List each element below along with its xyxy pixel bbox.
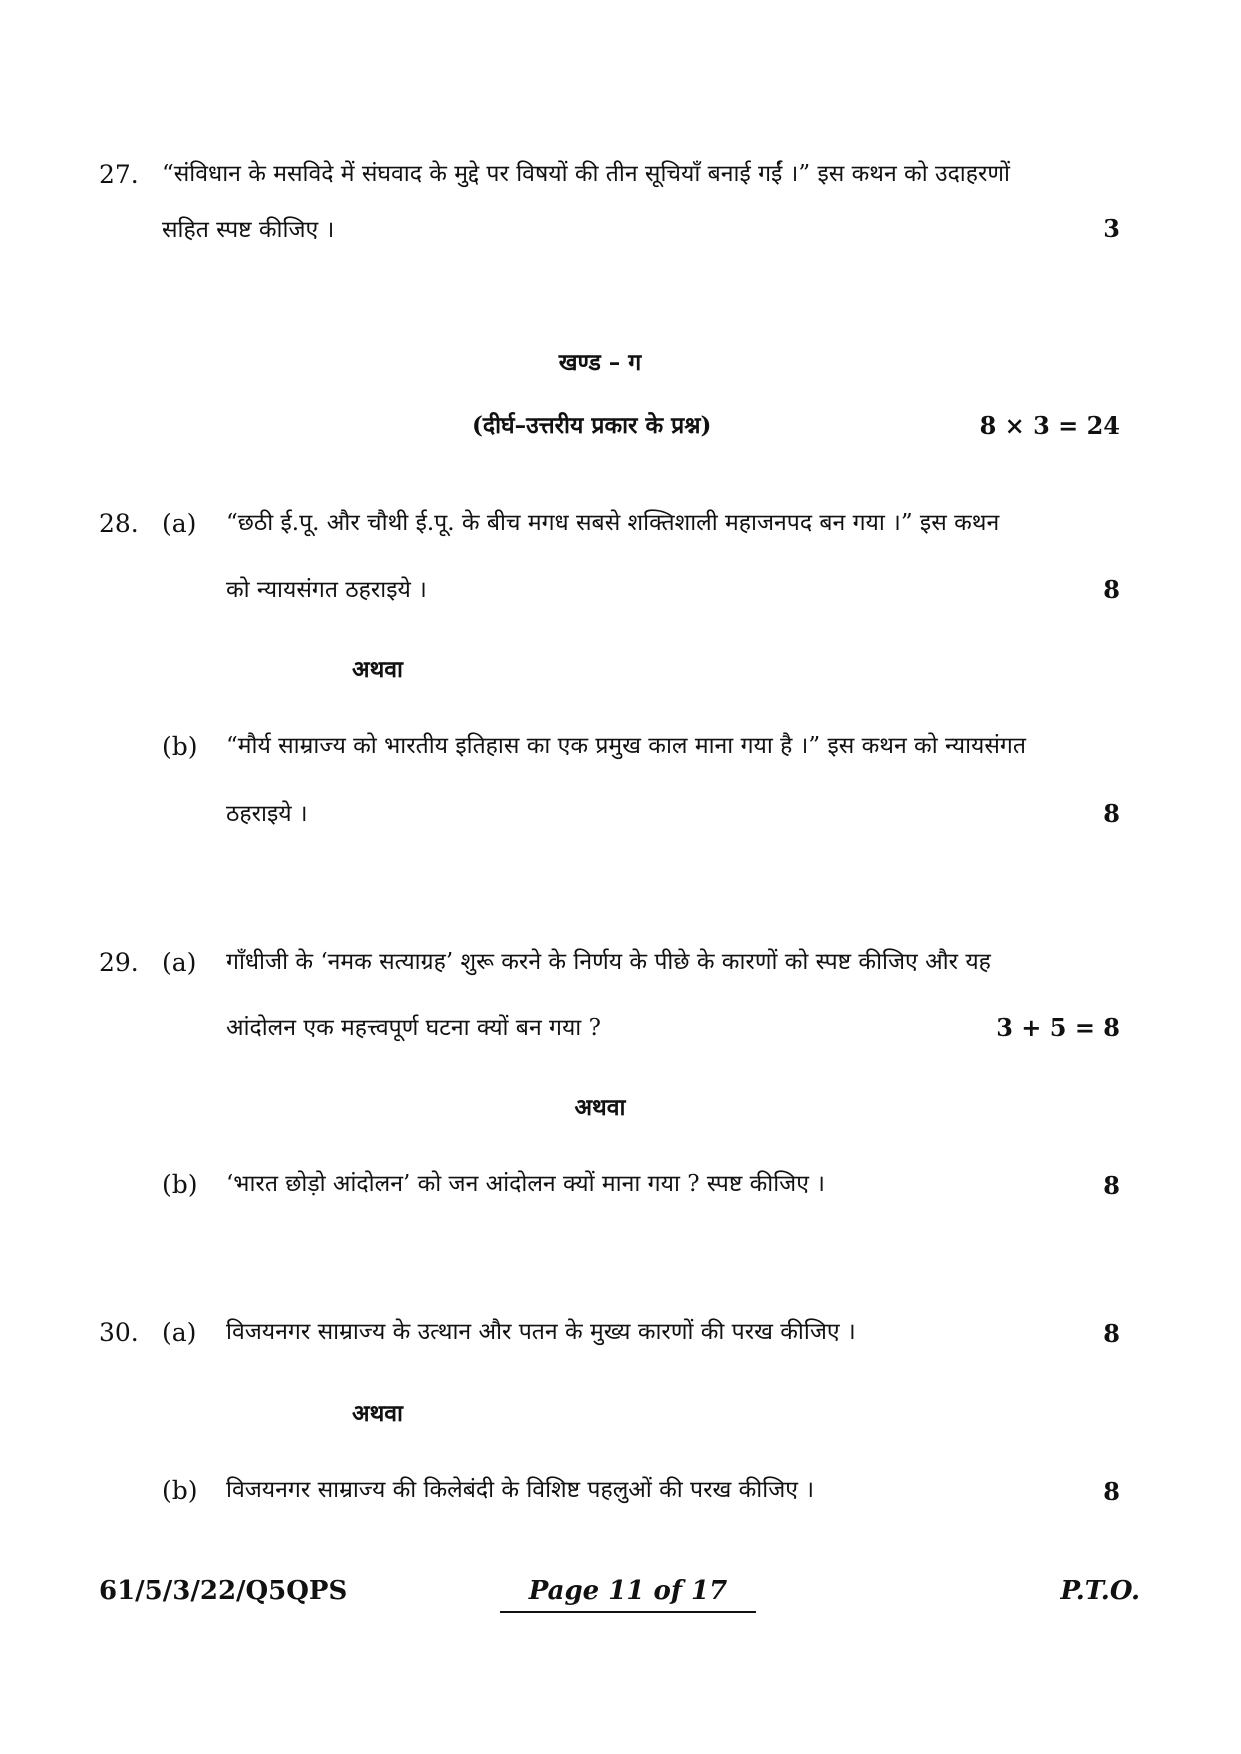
question-number: 27. <box>99 160 139 189</box>
marks: 8 <box>1103 1319 1120 1348</box>
option-label: (b) <box>162 732 198 761</box>
option-label: (b) <box>162 1170 198 1199</box>
marks: 8 <box>1103 1477 1120 1506</box>
section-subtitle: (दीर्घ–उत्तरीय प्रकार के प्रश्न) <box>472 412 712 439</box>
option-label: (a) <box>162 1318 197 1347</box>
question-text: ‘भारत छोड़ो आंदोलन’ को जन आंदोलन क्यों माना गया ? स्पष्ट कीजिए । <box>226 1171 825 1197</box>
marks: 3 + 5 = 8 <box>996 1013 1120 1042</box>
or-label: अथवा <box>574 1094 626 1121</box>
question-text: “मौर्य साम्राज्य को भारतीय इतिहास का एक प्रमुख काल माना गया है ।” इस कथन को न्यायसंगत <box>226 733 1026 759</box>
or-label: अथवा <box>352 656 404 683</box>
marks: 8 <box>1103 1171 1120 1200</box>
or-label: अथवा <box>352 1400 404 1427</box>
question-number: 30. <box>99 1318 139 1347</box>
question-text: आंदोलन एक महत्त्वपूर्ण घटना क्यों बन गया ? <box>226 1015 601 1041</box>
paper-code: 61/5/3/22/Q5QPS <box>99 1576 348 1606</box>
question-number: 29. <box>99 948 139 977</box>
marks: 3 <box>1103 214 1120 243</box>
marks: 8 <box>1103 575 1120 604</box>
section-marks: 8 × 3 = 24 <box>979 411 1120 440</box>
question-text: गाँधीजी के ‘नमक सत्याग्रह’ शुरू करने के निर्णय के पीछे के कारणों को स्पष्ट कीजिए और यह <box>226 949 991 975</box>
marks: 8 <box>1103 799 1120 828</box>
option-label: (a) <box>162 948 197 977</box>
pto-label: P.T.O. <box>1060 1576 1140 1606</box>
question-text: को न्यायसंगत ठहराइये । <box>226 577 427 603</box>
question-text: विजयनगर साम्राज्य की किलेबंदी के विशिष्ट पहलुओं की परख कीजिए । <box>226 1477 815 1503</box>
question-text: विजयनगर साम्राज्य के उत्थान और पतन के मुख्य कारणों की परख कीजिए । <box>226 1319 856 1345</box>
page-number: Page 11 of 17 <box>528 1576 728 1606</box>
question-text: “संविधान के मसविदे में संघवाद के मुद्दे पर विषयों की तीन सूचियाँ बनाई गईं ।” इस कथन को उदाहरणों <box>162 161 1010 187</box>
option-label: (b) <box>162 1476 198 1505</box>
question-text: ठहराइये । <box>226 801 308 827</box>
option-label: (a) <box>162 509 197 538</box>
question-text: “छठी ई.पू. और चौथी ई.पू. के बीच मगध सबसे शक्तिशाली महाजनपद बन गया ।” इस कथन <box>226 510 1000 536</box>
page-number-underline <box>500 1611 756 1613</box>
section-title: खण्ड – ग <box>558 349 642 376</box>
question-number: 28. <box>99 509 139 538</box>
question-text: सहित स्पष्ट कीजिए । <box>162 217 335 243</box>
